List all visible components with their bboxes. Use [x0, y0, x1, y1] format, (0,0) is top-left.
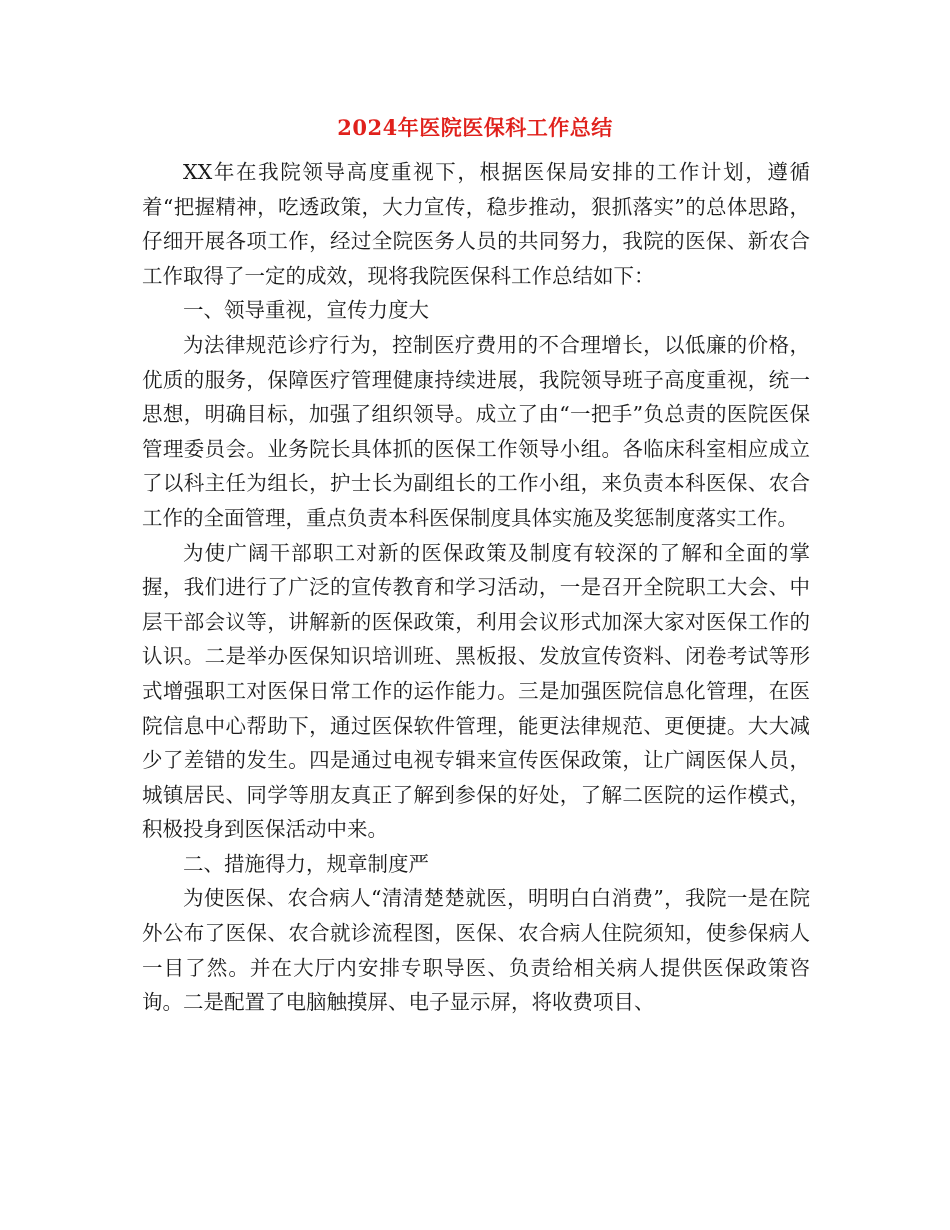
- section-heading-1: 一、领导重视，宣传力度大: [183, 298, 429, 323]
- section-heading-2: 二、措施得力，规章制度严: [183, 851, 429, 876]
- paragraph-measures: 为使医保、农合病人“清清楚楚就医，明明白白消费”，我院一是在院外公布了医保、农合就诊流程图，医保、农合病人住院须知，使参保病人一目了然。并在大厅内安排专职导医、负责给相关病人提供医保政策咨询。二是配置了电脑触摸屏、电子显示屏，将收费项目、: [142, 886, 810, 1015]
- paragraph-publicity: 为使广阔干部职工对新的医保政策及制度有较深的了解和全面的掌握，我们进行了广泛的宣传教育和学习活动，一是召开全院职工大会、中层干部会议等，讲解新的医保政策，利用会议形式加深大家对医保工作的认识。二是举办医保知识培训班、黑板报、发放宣传资料、闭卷考试等形式增强职工对医保日常工作的运作能力。三是加强医院信息化管理，在医院信息中心帮助下，通过医保软件管理，能更法律规范、更便捷。大大减少了差错的发生。四是通过电视专辑来宣传医保政策，让广阔医保人员，城镇居民、同学等朋友真正了解到参保的好处，了解二医院的运作模式，积极投身到医保活动中来。: [142, 540, 810, 842]
- document-body: [142, 155, 810, 1020]
- paragraph-leadership: 为法律规范诊疗行为，控制医疗费用的不合理增长，以低廉的价格，优质的服务，保障医疗管理健康持续进展，我院领导班子高度重视，统一思想，明确目标，加强了组织领导。成立了由“一把手”负总责的医院医保管理委员会。业务院长具体抓的医保工作领导小组。各临床科室相应成立了以科主任为组长，护士长为副组长的工作小组，来负责本科医保、农合工作的全面管理，重点负责本科医保制度具体实施及奖惩制度落实工作。: [142, 332, 810, 530]
- paragraph-intro: XX年在我院领导高度重视下，根据医保局安排的工作计划，遵循着“把握精神，吃透政策，大力宣传，稳步推动，狠抓落实”的总体思路，仔细开展各项工作，经过全院医务人员的共同努力，我院的医保、新农合工作取得了一定的成效，现将我院医保科工作总结如下：: [142, 160, 810, 288]
- document-title: 2024年医院医保科工作总结: [337, 115, 613, 140]
